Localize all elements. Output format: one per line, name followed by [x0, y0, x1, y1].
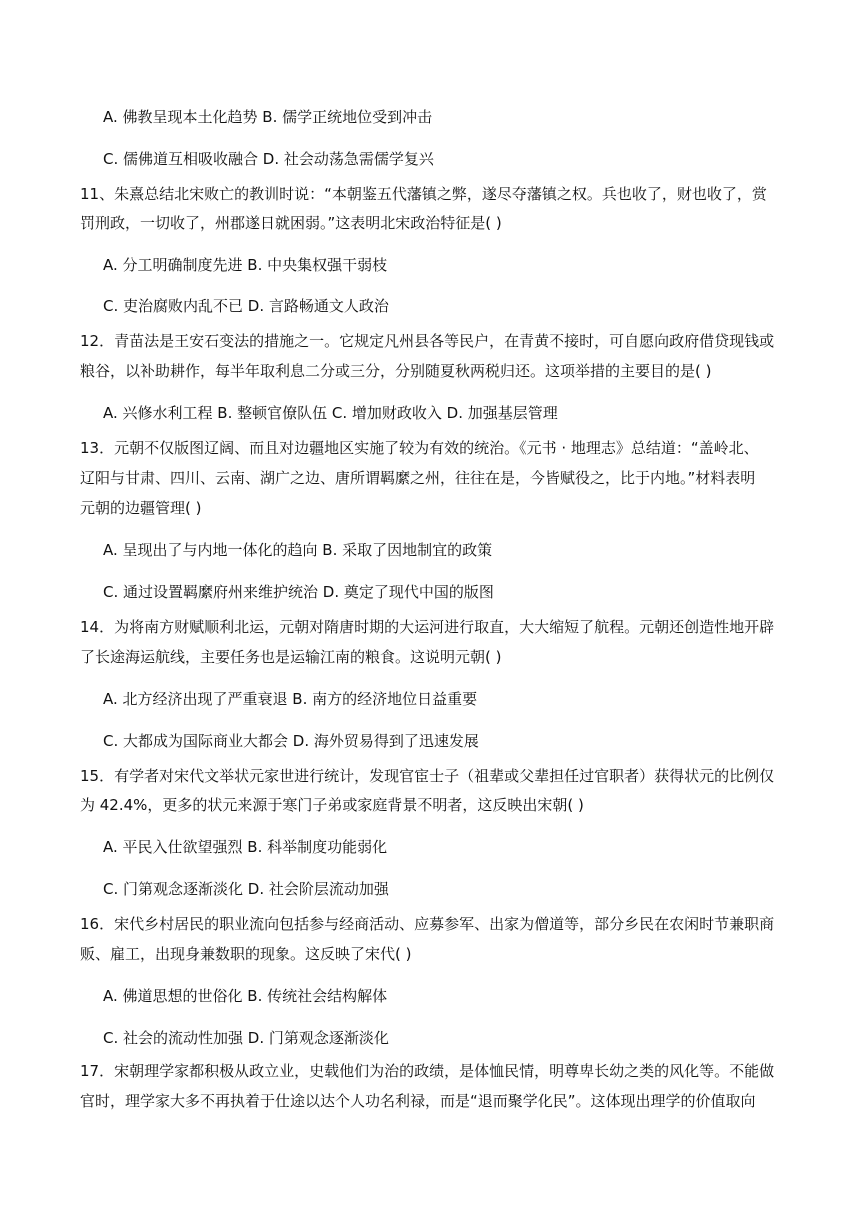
q11-option-ab: A. 分工明确制度先进 B. 中央集权强干弱枝 [103, 256, 388, 274]
q13-stem-line-3: 元朝的边疆管理( ) [80, 499, 202, 517]
q15-stem-line-1: 15．有学者对宋代文举状元家世进行统计，发现官宦士子（祖辈或父辈担任过官职者）获得状元的比例仅 [80, 767, 775, 785]
q14-stem-line-1: 14．为将南方财赋顺利北运，元朝对隋唐时期的大运河进行取直，大大缩短了航程。元朝还创造性地开辟 [80, 618, 775, 636]
q11-option-cd: C. 吏治腐败内乱不已 D. 言路畅通文人政治 [103, 297, 389, 315]
q14-stem-line-2: 了长途海运航线，主要任务也是运输江南的粮食。这说明元朝( ) [80, 648, 502, 666]
q13-stem-line-2: 辽阳与甘肃、四川、云南、湖广之边、唐所谓羁縻之州，往往在是，今皆赋役之，比于内地。”材料表明 [80, 469, 756, 487]
q13-stem-line-1: 13．元朝不仅版图辽阔、而且对边疆地区实施了较为有效的统治。《元书 · 地理志》总结道：“盖岭北、 [80, 439, 759, 457]
q16-option-ab: A. 佛道思想的世俗化 B. 传统社会结构解体 [103, 987, 388, 1005]
q12-stem-line-2: 粮谷，以补助耕作，每半年取利息二分或三分，分别随夏秋两税归还。这项举措的主要目的是( ) [80, 362, 712, 380]
q16-stem-line-2: 贩、雇工，出现身兼数职的现象。这反映了宋代( ) [80, 945, 412, 963]
q13-option-cd: C. 通过设置羁縻府州来维护统治 D. 奠定了现代中国的版图 [103, 583, 494, 601]
q11-stem-line-1: 11、朱熹总结北宋败亡的教训时说：“本朝鉴五代藩镇之弊，遂尽夺藩镇之权。兵也收了，财也收了，赏 [80, 185, 767, 203]
q17-stem-line-1: 17．宋朝理学家都积极从政立业，史载他们为治的政绩，是体恤民情，明尊卑长幼之类的风化等。不能做 [80, 1062, 775, 1080]
q12-options: A. 兴修水利工程 B. 整顿官僚队伍 C. 增加财政收入 D. 加强基层管理 [103, 404, 558, 422]
q10-option-cd: C. 儒佛道互相吸收融合 D. 社会动荡急需儒学复兴 [103, 150, 434, 168]
q14-option-ab: A. 北方经济出现了严重衰退 B. 南方的经济地位日益重要 [103, 690, 478, 708]
q15-option-ab: A. 平民入仕欲望强烈 B. 科举制度功能弱化 [103, 838, 388, 856]
q16-stem-line-1: 16．宋代乡村居民的职业流向包括参与经商活动、应募参军、出家为僧道等，部分乡民在农闲时节兼职商 [80, 915, 775, 933]
q15-option-cd: C. 门第观念逐渐淡化 D. 社会阶层流动加强 [103, 880, 389, 898]
q11-stem-line-2: 罚刑政，一切收了，州郡遂日就困弱。”这表明北宋政治特征是( ) [80, 214, 502, 232]
q13-option-ab: A. 呈现出了与内地一体化的趋向 B. 采取了因地制宜的政策 [103, 541, 493, 559]
q10-option-ab: A. 佛教呈现本土化趋势 B. 儒学正统地位受到冲击 [103, 108, 433, 126]
q14-option-cd: C. 大都成为国际商业大都会 D. 海外贸易得到了迅速发展 [103, 732, 479, 750]
q12-stem-line-1: 12．青苗法是王安石变法的措施之一。它规定凡州县各等民户，在青黄不接时，可自愿向政府借贷现钱或 [80, 332, 775, 350]
q17-stem-line-2: 官时，理学家大多不再执着于仕途以达个人功名利禄，而是“退而聚学化民”。这体现出理学的价值取向 [80, 1092, 756, 1110]
q16-option-cd: C. 社会的流动性加强 D. 门第观念逐渐淡化 [103, 1029, 389, 1047]
q15-stem-line-2: 为 42.4%，更多的状元来源于寒门子弟或家庭背景不明者，这反映出宋朝( ) [80, 796, 584, 814]
